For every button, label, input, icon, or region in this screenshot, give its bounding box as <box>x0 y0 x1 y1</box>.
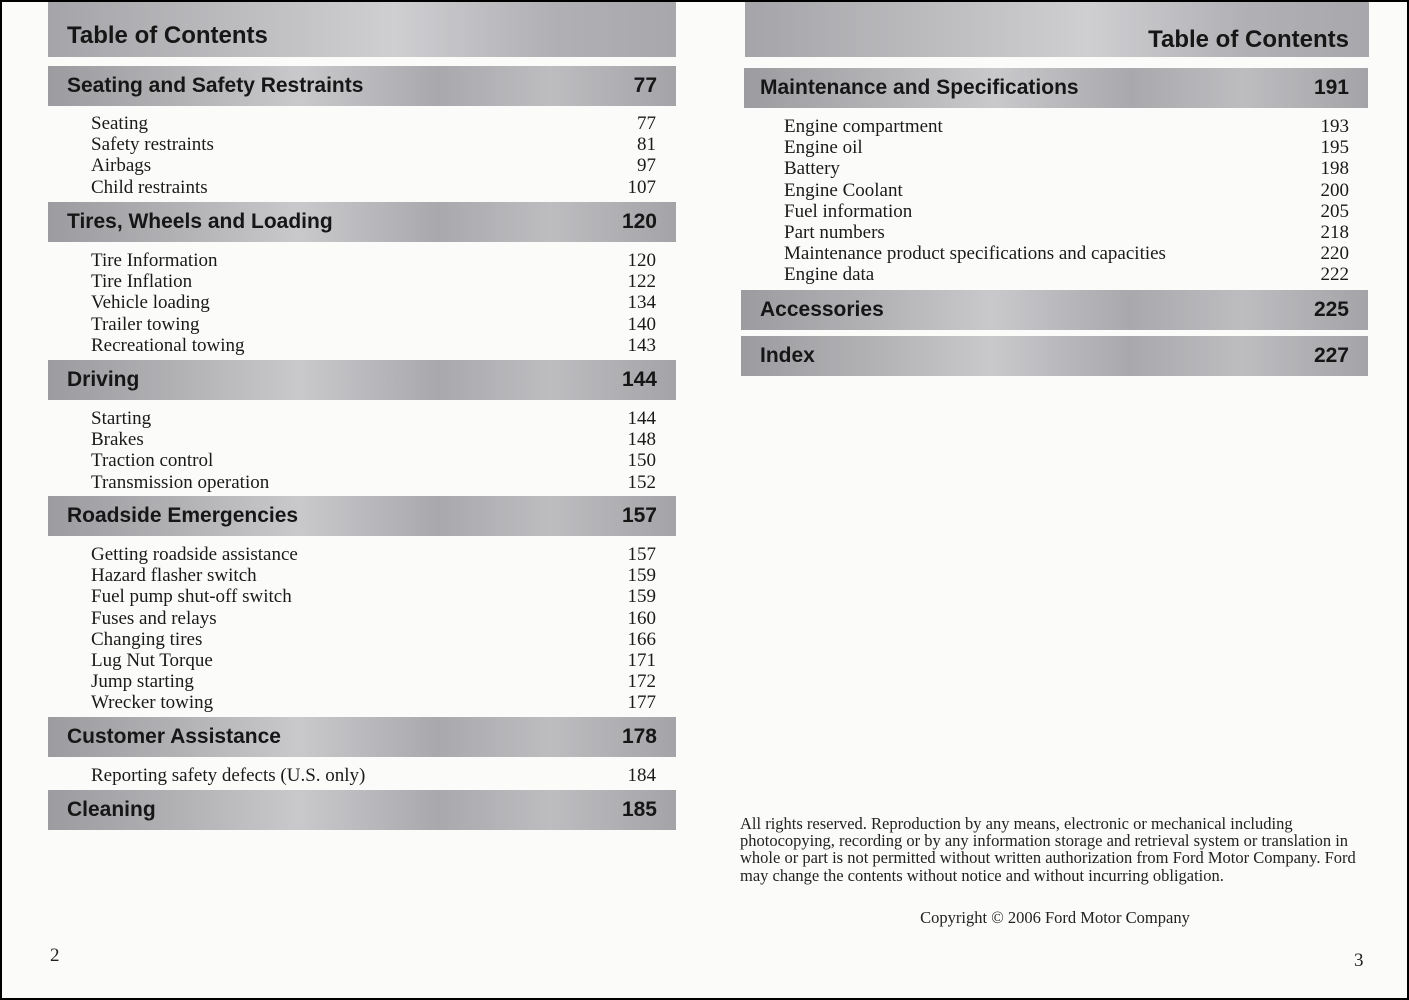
toc-item[interactable] <box>91 113 656 134</box>
toc-item-label: Trailer towing <box>91 313 200 335</box>
section-page: 191 <box>1313 76 1349 99</box>
toc-item-page: 166 <box>627 628 656 650</box>
toc-item-page: 81 <box>637 134 656 156</box>
toc-item-page: 171 <box>627 649 656 671</box>
right-page-number: 3 <box>1354 950 1364 971</box>
toc-item-page: 218 <box>1320 221 1349 243</box>
section-header[interactable] <box>48 360 676 400</box>
section-title: Tires, Wheels and Loading <box>67 210 333 233</box>
toc-item-label: Engine Coolant <box>784 179 903 201</box>
toc-item-label: Jump starting <box>91 671 194 693</box>
toc-item[interactable] <box>91 177 656 198</box>
toc-item-page: 148 <box>627 429 656 451</box>
section-page: 227 <box>1313 344 1349 367</box>
toc-item[interactable] <box>91 586 656 607</box>
toc-item-label: Changing tires <box>91 628 203 650</box>
left-page-title: Table of Contents <box>67 22 268 49</box>
section-page: 178 <box>621 725 657 748</box>
toc-item-page: 107 <box>627 176 656 198</box>
toc-item-label: Fuel pump shut-off switch <box>91 586 292 608</box>
toc-item-page: 120 <box>627 250 656 271</box>
toc-item[interactable] <box>784 222 1349 243</box>
toc-item-label: Hazard flasher switch <box>91 565 257 587</box>
toc-item-label: Airbags <box>91 155 152 177</box>
section-title: Accessories <box>760 298 884 321</box>
section-header[interactable] <box>48 790 676 830</box>
copyright-notice: Copyright © 2006 Ford Motor Company <box>920 908 1190 927</box>
left-title-bar <box>48 2 676 57</box>
section-header[interactable] <box>48 496 676 536</box>
toc-item-page: 205 <box>1320 200 1349 222</box>
toc-item-page: 184 <box>627 765 656 786</box>
toc-item-page: 195 <box>1320 137 1349 159</box>
toc-item-page: 144 <box>627 408 656 429</box>
section-title: Driving <box>67 368 140 391</box>
toc-item[interactable] <box>91 671 656 692</box>
section-page: 225 <box>1313 298 1349 321</box>
section-items <box>91 544 656 714</box>
toc-item-label: Safety restraints <box>91 134 214 156</box>
section-page: 120 <box>621 210 657 233</box>
section-title: Customer Assistance <box>67 725 281 748</box>
toc-item-label: Recreational towing <box>91 334 245 356</box>
section-header[interactable] <box>48 66 676 106</box>
toc-item-label: Vehicle loading <box>91 292 210 314</box>
right-title-bar <box>745 2 1369 57</box>
toc-item[interactable] <box>91 544 656 565</box>
toc-item-page: 134 <box>627 292 656 314</box>
section-items <box>91 113 656 198</box>
toc-item-label: Fuel information <box>784 200 913 222</box>
toc-item[interactable] <box>784 201 1349 222</box>
toc-item[interactable] <box>91 292 656 313</box>
toc-item-page: 220 <box>1320 243 1349 265</box>
toc-item[interactable] <box>91 692 656 713</box>
section-items <box>91 250 656 356</box>
toc-item-label: Part numbers <box>784 221 885 243</box>
toc-item-page: 222 <box>1320 264 1349 286</box>
toc-item[interactable] <box>91 134 656 155</box>
toc-item[interactable] <box>784 243 1349 264</box>
toc-item[interactable] <box>91 765 656 786</box>
toc-item-label: Engine oil <box>784 137 863 159</box>
toc-item-page: 77 <box>637 113 656 134</box>
toc-item-page: 177 <box>627 692 656 714</box>
section-title: Roadside Emergencies <box>67 504 299 527</box>
toc-item-page: 157 <box>627 544 656 565</box>
toc-item[interactable] <box>91 429 656 450</box>
toc-item-page: 150 <box>627 450 656 472</box>
toc-item-label: Tire Inflation <box>91 271 193 293</box>
toc-item-label: Battery <box>784 158 840 180</box>
toc-item[interactable] <box>91 250 656 271</box>
section-header[interactable] <box>48 717 676 757</box>
right-page-title: Table of Contents <box>1148 26 1349 53</box>
toc-item-page: 200 <box>1320 179 1349 201</box>
section-title: Cleaning <box>67 798 156 821</box>
section-header[interactable] <box>48 202 676 242</box>
section-items <box>91 408 656 493</box>
section-header[interactable] <box>741 336 1368 376</box>
toc-item-label: Child restraints <box>91 176 208 198</box>
section-header[interactable] <box>744 68 1368 108</box>
toc-item-page: 122 <box>627 271 656 293</box>
toc-item-page: 172 <box>627 671 656 693</box>
toc-item-label: Engine data <box>784 264 875 286</box>
section-title: Seating and Safety Restraints <box>67 74 364 97</box>
section-page: 77 <box>633 74 657 97</box>
toc-item-label: Tire Information <box>91 250 218 271</box>
toc-item-label: Seating <box>91 113 148 134</box>
toc-item-page: 140 <box>627 313 656 335</box>
toc-item[interactable] <box>91 314 656 335</box>
section-page: 157 <box>621 504 657 527</box>
section-page: 185 <box>621 798 657 821</box>
toc-item-page: 143 <box>627 334 656 356</box>
section-items <box>784 116 1349 286</box>
toc-item-page: 152 <box>627 471 656 493</box>
toc-item-label: Reporting safety defects (U.S. only) <box>91 765 366 786</box>
toc-item-page: 97 <box>637 155 656 177</box>
toc-item-page: 160 <box>627 607 656 629</box>
toc-item[interactable] <box>91 650 656 671</box>
toc-item-page: 159 <box>627 586 656 608</box>
toc-item-label: Lug Nut Torque <box>91 649 213 671</box>
toc-item-label: Getting roadside assistance <box>91 544 298 565</box>
toc-item[interactable] <box>784 158 1349 179</box>
toc-item[interactable] <box>91 629 656 650</box>
toc-item[interactable] <box>91 472 656 493</box>
toc-item-page: 159 <box>627 565 656 587</box>
toc-item-label: Brakes <box>91 429 144 451</box>
toc-item[interactable] <box>91 608 656 629</box>
toc-item-label: Engine compartment <box>784 116 943 137</box>
toc-item[interactable] <box>784 264 1349 285</box>
toc-item-page: 193 <box>1320 116 1349 137</box>
toc-item-label: Starting <box>91 408 152 429</box>
legal-notice: All rights reserved. Reproduction by any means, electronic or mechanical including photocopying, recording or by any information storage and retrieval system or translation in whole or part is not permitted without written authorization from Ford Motor Company. Ford may change the contents without notice and without incurring obligation. <box>740 814 1356 885</box>
toc-item[interactable] <box>91 565 656 586</box>
toc-item[interactable] <box>91 408 656 429</box>
section-items <box>91 765 656 786</box>
toc-item-label: Maintenance product specifications and capacities <box>784 243 1166 265</box>
toc-item[interactable] <box>784 180 1349 201</box>
toc-item-label: Wrecker towing <box>91 692 214 714</box>
toc-item[interactable] <box>91 450 656 471</box>
left-page-number: 2 <box>50 945 60 966</box>
section-title: Index <box>760 344 815 367</box>
toc-item-label: Traction control <box>91 450 214 472</box>
toc-item[interactable] <box>91 335 656 356</box>
toc-item[interactable] <box>91 155 656 176</box>
section-page: 144 <box>621 368 657 391</box>
toc-item-label: Fuses and relays <box>91 607 217 629</box>
toc-item[interactable] <box>784 116 1349 137</box>
toc-item-page: 198 <box>1320 158 1349 180</box>
toc-item[interactable] <box>91 271 656 292</box>
section-header[interactable] <box>741 290 1368 330</box>
section-title: Maintenance and Specifications <box>760 76 1079 99</box>
toc-item[interactable] <box>784 137 1349 158</box>
toc-item-label: Transmission operation <box>91 471 270 493</box>
